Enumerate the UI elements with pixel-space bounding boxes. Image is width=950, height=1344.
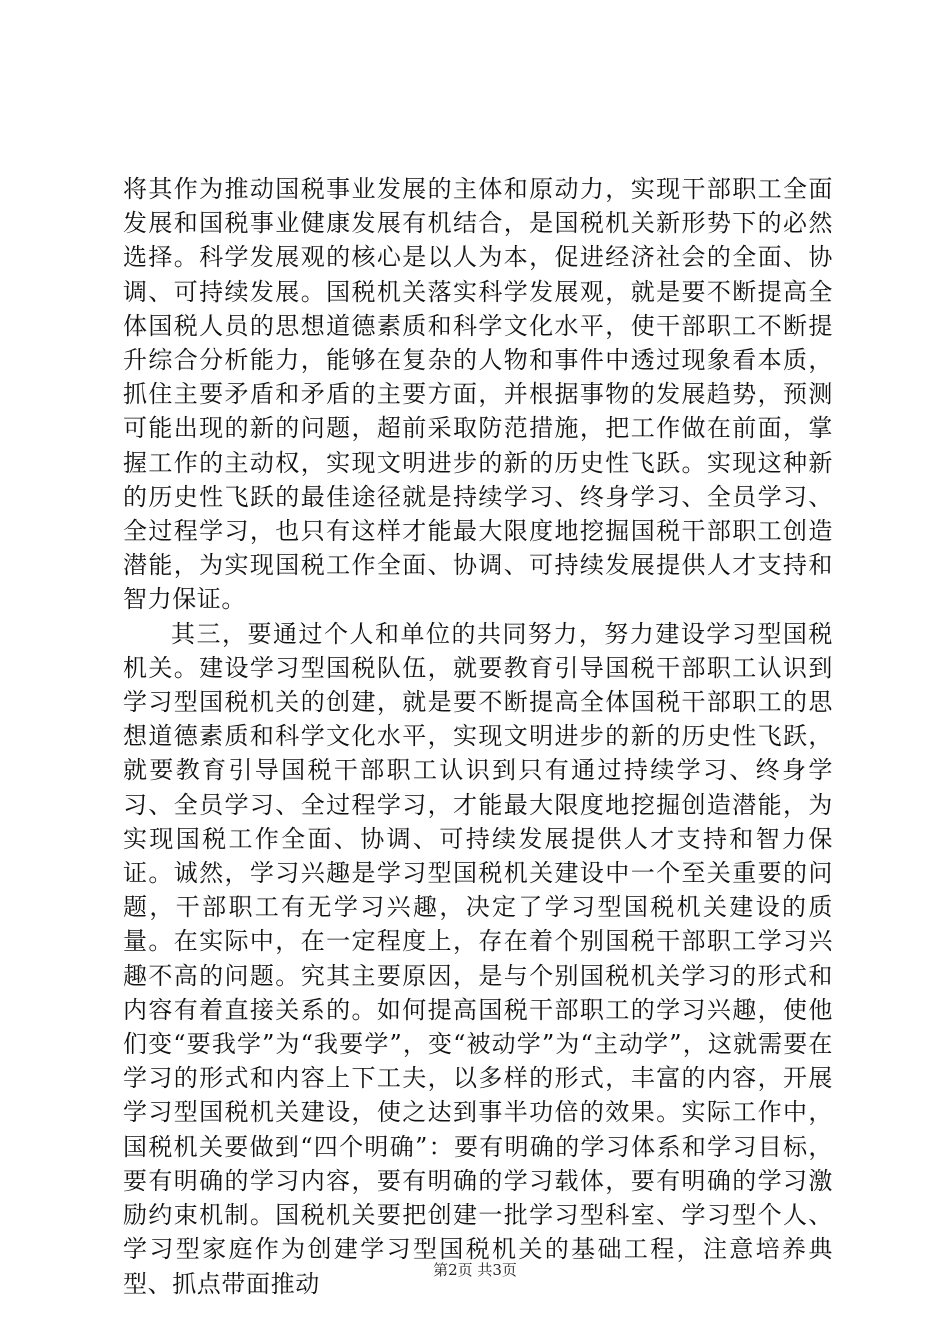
paragraph-continuation: 将其作为推动国税事业发展的主体和原动力，实现干部职工全面发展和国税事业健康发展有机结合，是国税机关新形势下的必然选择。科学发展观的核心是以人为本，促进经济社会的全面、协调、可持续发展。国税机关落实科学发展观，就是要不断提高全体国税人员的思想道德素质和科学文化水平，使干部职工不断提升综合分析能力，能够在复杂的人物和事件中透过现象看本质，抓住主要矛盾和矛盾的主要方面，并根据事物的发展趋势，预测可能出现的新的问题，超前采取防范措施，把工作做在前面，掌握工作的主动权，实现文明进步的新的历史性飞跃。实现这种新的历史性飞跃的最佳途径就是持续学习、终身学习、全员学习、全过程学习，也只有这样才能最大限度地挖掘国税干部职工创造潜能，为实现国税工作全面、协调、可持续发展提供人才支持和智力保证。 <box>123 175 833 614</box>
page-number-footer: 第2页 共3页 <box>433 1261 517 1279</box>
document-body <box>123 172 833 1301</box>
paragraph-section-three: 其三，要通过个人和单位的共同努力，努力建设学习型国税机关。建设学习型国税队伍，就要教育引导国税干部职工认识到学习型国税机关的创建，就是要不断提高全体国税干部职工的思想道德素质和科学文化水平，实现文明进步的新的历史性飞跃，就要教育引导国税干部职工认识到只有通过持续学习、终身学习、全员学习、全过程学习，才能最大限度地挖掘创造潜能，为实现国税工作全面、协调、可持续发展提供人才支持和智力保证。诚然，学习兴趣是学习型国税机关建设中一个至关重要的问题，干部职工有无学习兴趣，决定了学习型国税机关建设的质量。在实际中，在一定程度上，存在着个别国税干部职工学习兴趣不高的问题。究其主要原因，是与个别国税机关学习的形式和内容有着直接关系的。如何提高国税干部职工的学习兴趣，使他们变“要我学”为“我要学”，变“被动学”为“主动学”，这就需要在学习的形式和内容上下工夫，以多样的形式，丰富的内容，开展学习型国税机关建设，使之达到事半功倍的效果。实际工作中，国税机关要做到“四个明确”：要有明确的学习体系和学习目标，要有明确的学习内容，要有明确的学习载体，要有明确的学习激励约束机制。国税机关要把创建一批学习型科室、学习型个人、学习型家庭作为创建学习型国税机关的基础工程，注意培养典型、抓点带面推动 <box>123 619 833 1298</box>
